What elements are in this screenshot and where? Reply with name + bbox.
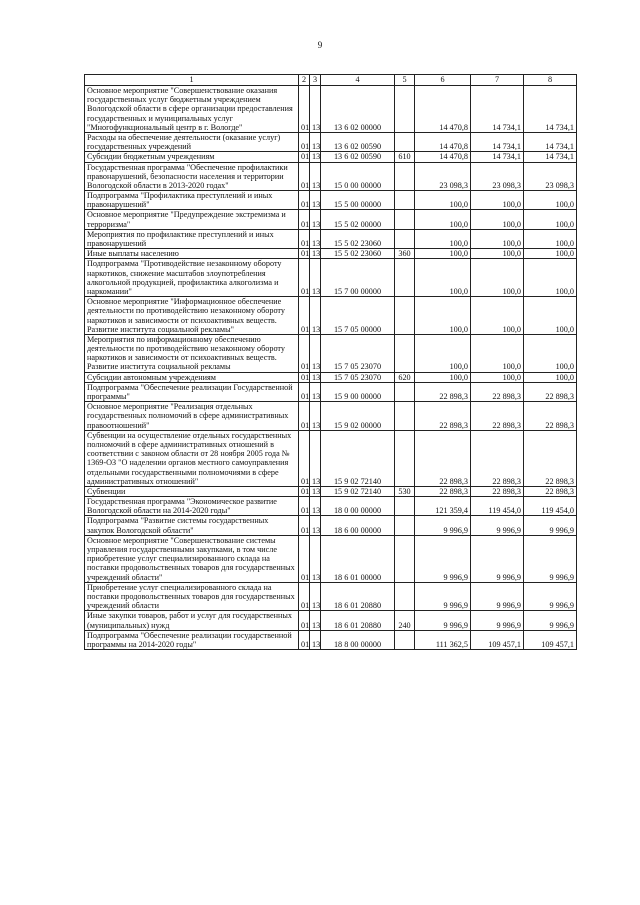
- row-amount-col6: 100,0: [415, 259, 471, 297]
- row-section-code: 01: [299, 229, 310, 248]
- row-target-code: 15 0 00 00000: [321, 162, 395, 191]
- row-amount-col7: 100,0: [471, 210, 524, 229]
- row-expense-type: 620: [395, 372, 415, 382]
- row-subsection-code: 13: [310, 162, 321, 191]
- row-section-code: 01: [299, 382, 310, 401]
- row-name: Подпрограмма "Обеспечение реализации государственной программы на 2014-2020 годы": [85, 630, 299, 649]
- column-header: 6: [415, 75, 471, 86]
- table-row: [85, 430, 577, 486]
- row-name: Субсидии автономным учреждениям: [85, 372, 299, 382]
- row-name: Иные выплаты населению: [85, 249, 299, 259]
- row-expense-type: [395, 297, 415, 335]
- row-target-code: 15 5 02 23060: [321, 229, 395, 248]
- row-subsection-code: 13: [310, 430, 321, 486]
- row-target-code: 18 8 00 00000: [321, 630, 395, 649]
- row-target-code: 15 9 02 72140: [321, 430, 395, 486]
- row-amount-col8: 100,0: [524, 249, 577, 259]
- row-name: Иные закупки товаров, работ и услуг для государственных (муниципальных) нужд: [85, 611, 299, 630]
- row-expense-type: [395, 535, 415, 582]
- row-amount-col6: 9 996,9: [415, 582, 471, 611]
- row-amount-col6: 111 362,5: [415, 630, 471, 649]
- row-section-code: 01: [299, 191, 310, 210]
- table-row: [85, 486, 577, 496]
- row-subsection-code: 13: [310, 611, 321, 630]
- row-expense-type: [395, 229, 415, 248]
- row-subsection-code: 13: [310, 259, 321, 297]
- row-section-code: 01: [299, 630, 310, 649]
- row-amount-col7: 100,0: [471, 372, 524, 382]
- row-name: Основное мероприятие "Совершенствование оказания государственных услуг бюджетным учреждением Вологодской области в сфере организации предоставления государственных и муниципальных услуг "Многофункциональный центр в г. Вологде": [85, 86, 299, 133]
- row-amount-col7: 100,0: [471, 334, 524, 372]
- column-header: 5: [395, 75, 415, 86]
- row-target-code: 13 6 02 00000: [321, 86, 395, 133]
- row-subsection-code: 13: [310, 132, 321, 151]
- row-amount-col7: 100,0: [471, 297, 524, 335]
- row-amount-col7: 22 898,3: [471, 430, 524, 486]
- row-section-code: 01: [299, 210, 310, 229]
- table-row: [85, 535, 577, 582]
- row-name: Приобретение услуг специализированного склада на поставки продовольственных товаров для государственных учреждений области: [85, 582, 299, 611]
- row-amount-col7: 22 898,3: [471, 486, 524, 496]
- row-name: Расходы на обеспечение деятельности (оказание услуг) государственных учреждений: [85, 132, 299, 151]
- row-name: Субвенции на осуществление отдельных государственных полномочий в сфере административных отношений в соответствии с законом области от 28 ноября 2005 года № 1369-ОЗ "О наделении органов местного самоуправления отдельными государственными полномочиями в сфере административных отношений": [85, 430, 299, 486]
- row-target-code: 15 5 02 00000: [321, 210, 395, 229]
- row-section-code: 01: [299, 86, 310, 133]
- row-amount-col6: 100,0: [415, 372, 471, 382]
- row-target-code: 15 7 05 23070: [321, 334, 395, 372]
- table-row: [85, 334, 577, 372]
- row-amount-col7: 9 996,9: [471, 582, 524, 611]
- row-amount-col8: 9 996,9: [524, 535, 577, 582]
- column-header: 4: [321, 75, 395, 86]
- row-name: Мероприятия по профилактике преступлений и иных правонарушений: [85, 229, 299, 248]
- row-expense-type: [395, 334, 415, 372]
- row-section-code: 01: [299, 297, 310, 335]
- column-header: 8: [524, 75, 577, 86]
- row-expense-type: [395, 402, 415, 431]
- row-amount-col7: 22 898,3: [471, 402, 524, 431]
- row-expense-type: [395, 210, 415, 229]
- row-expense-type: [395, 630, 415, 649]
- row-target-code: 13 6 02 00590: [321, 152, 395, 162]
- row-expense-type: 530: [395, 486, 415, 496]
- row-amount-col6: 100,0: [415, 249, 471, 259]
- row-amount-col8: 9 996,9: [524, 611, 577, 630]
- row-target-code: 15 9 00 00000: [321, 382, 395, 401]
- row-subsection-code: 13: [310, 630, 321, 649]
- column-header: 1: [85, 75, 299, 86]
- row-name: Подпрограмма "Обеспечение реализации Государственной программы": [85, 382, 299, 401]
- row-amount-col6: 121 359,4: [415, 497, 471, 516]
- row-expense-type: [395, 162, 415, 191]
- row-section-code: 01: [299, 259, 310, 297]
- row-expense-type: 610: [395, 152, 415, 162]
- table-header-row: [85, 75, 577, 86]
- row-target-code: 15 5 00 00000: [321, 191, 395, 210]
- row-amount-col7: 100,0: [471, 259, 524, 297]
- table-row: [85, 191, 577, 210]
- row-amount-col6: 9 996,9: [415, 611, 471, 630]
- table-row: [85, 497, 577, 516]
- row-subsection-code: 13: [310, 402, 321, 431]
- row-name: Подпрограмма "Развитие системы государственных закупок Вологодской области": [85, 516, 299, 535]
- table-row: [85, 162, 577, 191]
- row-section-code: 01: [299, 497, 310, 516]
- row-amount-col8: 22 898,3: [524, 382, 577, 401]
- row-expense-type: [395, 516, 415, 535]
- table-row: [85, 229, 577, 248]
- row-name: Основное мероприятие "Информационное обеспечение деятельности по противодействию незаконному обороту наркотиков и зависимости от психоактивных веществ. Развитие института социальной рекламы": [85, 297, 299, 335]
- row-subsection-code: 13: [310, 86, 321, 133]
- row-amount-col7: 14 734,1: [471, 86, 524, 133]
- row-name: Подпрограмма "Профилактика преступлений и иных правонарушений": [85, 191, 299, 210]
- row-target-code: 18 6 01 00000: [321, 535, 395, 582]
- row-name: Мероприятия по информационному обеспечению деятельности по противодействию незаконному обороту наркотиков и зависимости от психоактивных веществ. Развитие института социальной рекламы: [85, 334, 299, 372]
- row-section-code: 01: [299, 611, 310, 630]
- row-subsection-code: 13: [310, 191, 321, 210]
- row-target-code: 18 0 00 00000: [321, 497, 395, 516]
- row-amount-col8: 100,0: [524, 210, 577, 229]
- row-expense-type: 360: [395, 249, 415, 259]
- column-header: 7: [471, 75, 524, 86]
- row-amount-col8: 22 898,3: [524, 402, 577, 431]
- row-name: Основное мероприятие "Совершенствование системы управления государственными закупками, в том числе приобретение услуг специализированного склада на поставки продовольственных товаров для государственных учреждений области": [85, 535, 299, 582]
- row-subsection-code: 13: [310, 152, 321, 162]
- table-row: [85, 382, 577, 401]
- row-amount-col8: 100,0: [524, 297, 577, 335]
- row-target-code: 15 9 02 00000: [321, 402, 395, 431]
- row-target-code: 18 6 01 20880: [321, 611, 395, 630]
- row-amount-col8: 14 734,1: [524, 86, 577, 133]
- row-section-code: 01: [299, 535, 310, 582]
- row-amount-col8: 119 454,0: [524, 497, 577, 516]
- row-subsection-code: 13: [310, 249, 321, 259]
- table-row: [85, 402, 577, 431]
- row-amount-col6: 22 898,3: [415, 486, 471, 496]
- row-name: Основное мероприятие "Реализация отдельных государственных полномочий в сфере административных правоотношений": [85, 402, 299, 431]
- row-amount-col7: 100,0: [471, 229, 524, 248]
- row-amount-col8: 100,0: [524, 259, 577, 297]
- table-row: [85, 152, 577, 162]
- row-name: Субсидии бюджетным учреждениям: [85, 152, 299, 162]
- row-amount-col8: 14 734,1: [524, 152, 577, 162]
- row-amount-col8: 109 457,1: [524, 630, 577, 649]
- row-amount-col6: 100,0: [415, 210, 471, 229]
- row-amount-col7: 23 098,3: [471, 162, 524, 191]
- row-amount-col6: 9 996,9: [415, 535, 471, 582]
- row-amount-col7: 109 457,1: [471, 630, 524, 649]
- row-amount-col6: 100,0: [415, 229, 471, 248]
- row-expense-type: [395, 259, 415, 297]
- row-amount-col8: 9 996,9: [524, 516, 577, 535]
- row-expense-type: 240: [395, 611, 415, 630]
- row-amount-col6: 14 470,8: [415, 132, 471, 151]
- row-amount-col7: 100,0: [471, 191, 524, 210]
- row-amount-col6: 9 996,9: [415, 516, 471, 535]
- row-amount-col8: 100,0: [524, 372, 577, 382]
- row-subsection-code: 13: [310, 516, 321, 535]
- column-header: 3: [310, 75, 321, 86]
- row-section-code: 01: [299, 162, 310, 191]
- row-expense-type: [395, 382, 415, 401]
- row-target-code: 18 6 00 00000: [321, 516, 395, 535]
- row-amount-col8: 9 996,9: [524, 582, 577, 611]
- table-row: [85, 630, 577, 649]
- table-row: [85, 86, 577, 133]
- table-row: [85, 259, 577, 297]
- row-target-code: 15 7 05 00000: [321, 297, 395, 335]
- row-amount-col7: 9 996,9: [471, 535, 524, 582]
- row-amount-col8: 22 898,3: [524, 486, 577, 496]
- row-expense-type: [395, 430, 415, 486]
- row-amount-col6: 100,0: [415, 191, 471, 210]
- row-expense-type: [395, 132, 415, 151]
- row-amount-col6: 22 898,3: [415, 430, 471, 486]
- row-subsection-code: 13: [310, 486, 321, 496]
- row-amount-col6: 23 098,3: [415, 162, 471, 191]
- row-amount-col6: 22 898,3: [415, 382, 471, 401]
- row-name: Государственная программа "Обеспечение профилактики правонарушений, безопасности населения и территории Вологодской области в 2013-2020 годах": [85, 162, 299, 191]
- row-subsection-code: 13: [310, 297, 321, 335]
- row-section-code: 01: [299, 249, 310, 259]
- row-section-code: 01: [299, 152, 310, 162]
- row-target-code: 15 7 05 23070: [321, 372, 395, 382]
- row-section-code: 01: [299, 372, 310, 382]
- row-subsection-code: 13: [310, 229, 321, 248]
- table-row: [85, 132, 577, 151]
- row-amount-col8: 22 898,3: [524, 430, 577, 486]
- row-subsection-code: 13: [310, 372, 321, 382]
- table-row: [85, 249, 577, 259]
- row-amount-col7: 9 996,9: [471, 516, 524, 535]
- row-target-code: 15 5 02 23060: [321, 249, 395, 259]
- row-section-code: 01: [299, 132, 310, 151]
- row-amount-col6: 14 470,8: [415, 86, 471, 133]
- row-amount-col8: 100,0: [524, 334, 577, 372]
- column-header: 2: [299, 75, 310, 86]
- row-expense-type: [395, 582, 415, 611]
- row-target-code: 13 6 02 00590: [321, 132, 395, 151]
- row-subsection-code: 13: [310, 382, 321, 401]
- row-section-code: 01: [299, 516, 310, 535]
- row-amount-col8: 14 734,1: [524, 132, 577, 151]
- row-amount-col6: 14 470,8: [415, 152, 471, 162]
- row-subsection-code: 13: [310, 210, 321, 229]
- table-row: [85, 582, 577, 611]
- row-subsection-code: 13: [310, 535, 321, 582]
- row-amount-col8: 100,0: [524, 229, 577, 248]
- row-expense-type: [395, 191, 415, 210]
- row-subsection-code: 13: [310, 497, 321, 516]
- row-amount-col8: 100,0: [524, 191, 577, 210]
- row-amount-col7: 9 996,9: [471, 611, 524, 630]
- row-target-code: 18 6 01 20880: [321, 582, 395, 611]
- table-row: [85, 372, 577, 382]
- row-target-code: 15 7 00 00000: [321, 259, 395, 297]
- row-expense-type: [395, 497, 415, 516]
- table-row: [85, 611, 577, 630]
- row-amount-col8: 23 098,3: [524, 162, 577, 191]
- row-subsection-code: 13: [310, 334, 321, 372]
- row-amount-col7: 14 734,1: [471, 132, 524, 151]
- row-amount-col7: 14 734,1: [471, 152, 524, 162]
- row-expense-type: [395, 86, 415, 133]
- row-section-code: 01: [299, 402, 310, 431]
- table-row: [85, 516, 577, 535]
- row-name: Государственная программа "Экономическое развитие Вологодской области на 2014-2020 годы": [85, 497, 299, 516]
- row-amount-col6: 100,0: [415, 334, 471, 372]
- row-section-code: 01: [299, 582, 310, 611]
- row-name: Подпрограмма "Противодействие незаконному обороту наркотиков, снижение масштабов злоупотребления алкогольной продукцией, профилактика алкоголизма и наркомании": [85, 259, 299, 297]
- row-amount-col6: 22 898,3: [415, 402, 471, 431]
- row-amount-col6: 100,0: [415, 297, 471, 335]
- row-section-code: 01: [299, 430, 310, 486]
- row-section-code: 01: [299, 486, 310, 496]
- row-name: Основное мероприятие "Предупреждение экстремизма и терроризма": [85, 210, 299, 229]
- row-section-code: 01: [299, 334, 310, 372]
- table-row: [85, 297, 577, 335]
- page-number: 9: [317, 40, 323, 50]
- row-amount-col7: 119 454,0: [471, 497, 524, 516]
- row-name: Субвенции: [85, 486, 299, 496]
- row-target-code: 15 9 02 72140: [321, 486, 395, 496]
- row-subsection-code: 13: [310, 582, 321, 611]
- budget-table: [84, 74, 577, 650]
- table-row: [85, 210, 577, 229]
- row-amount-col7: 100,0: [471, 249, 524, 259]
- row-amount-col7: 22 898,3: [471, 382, 524, 401]
